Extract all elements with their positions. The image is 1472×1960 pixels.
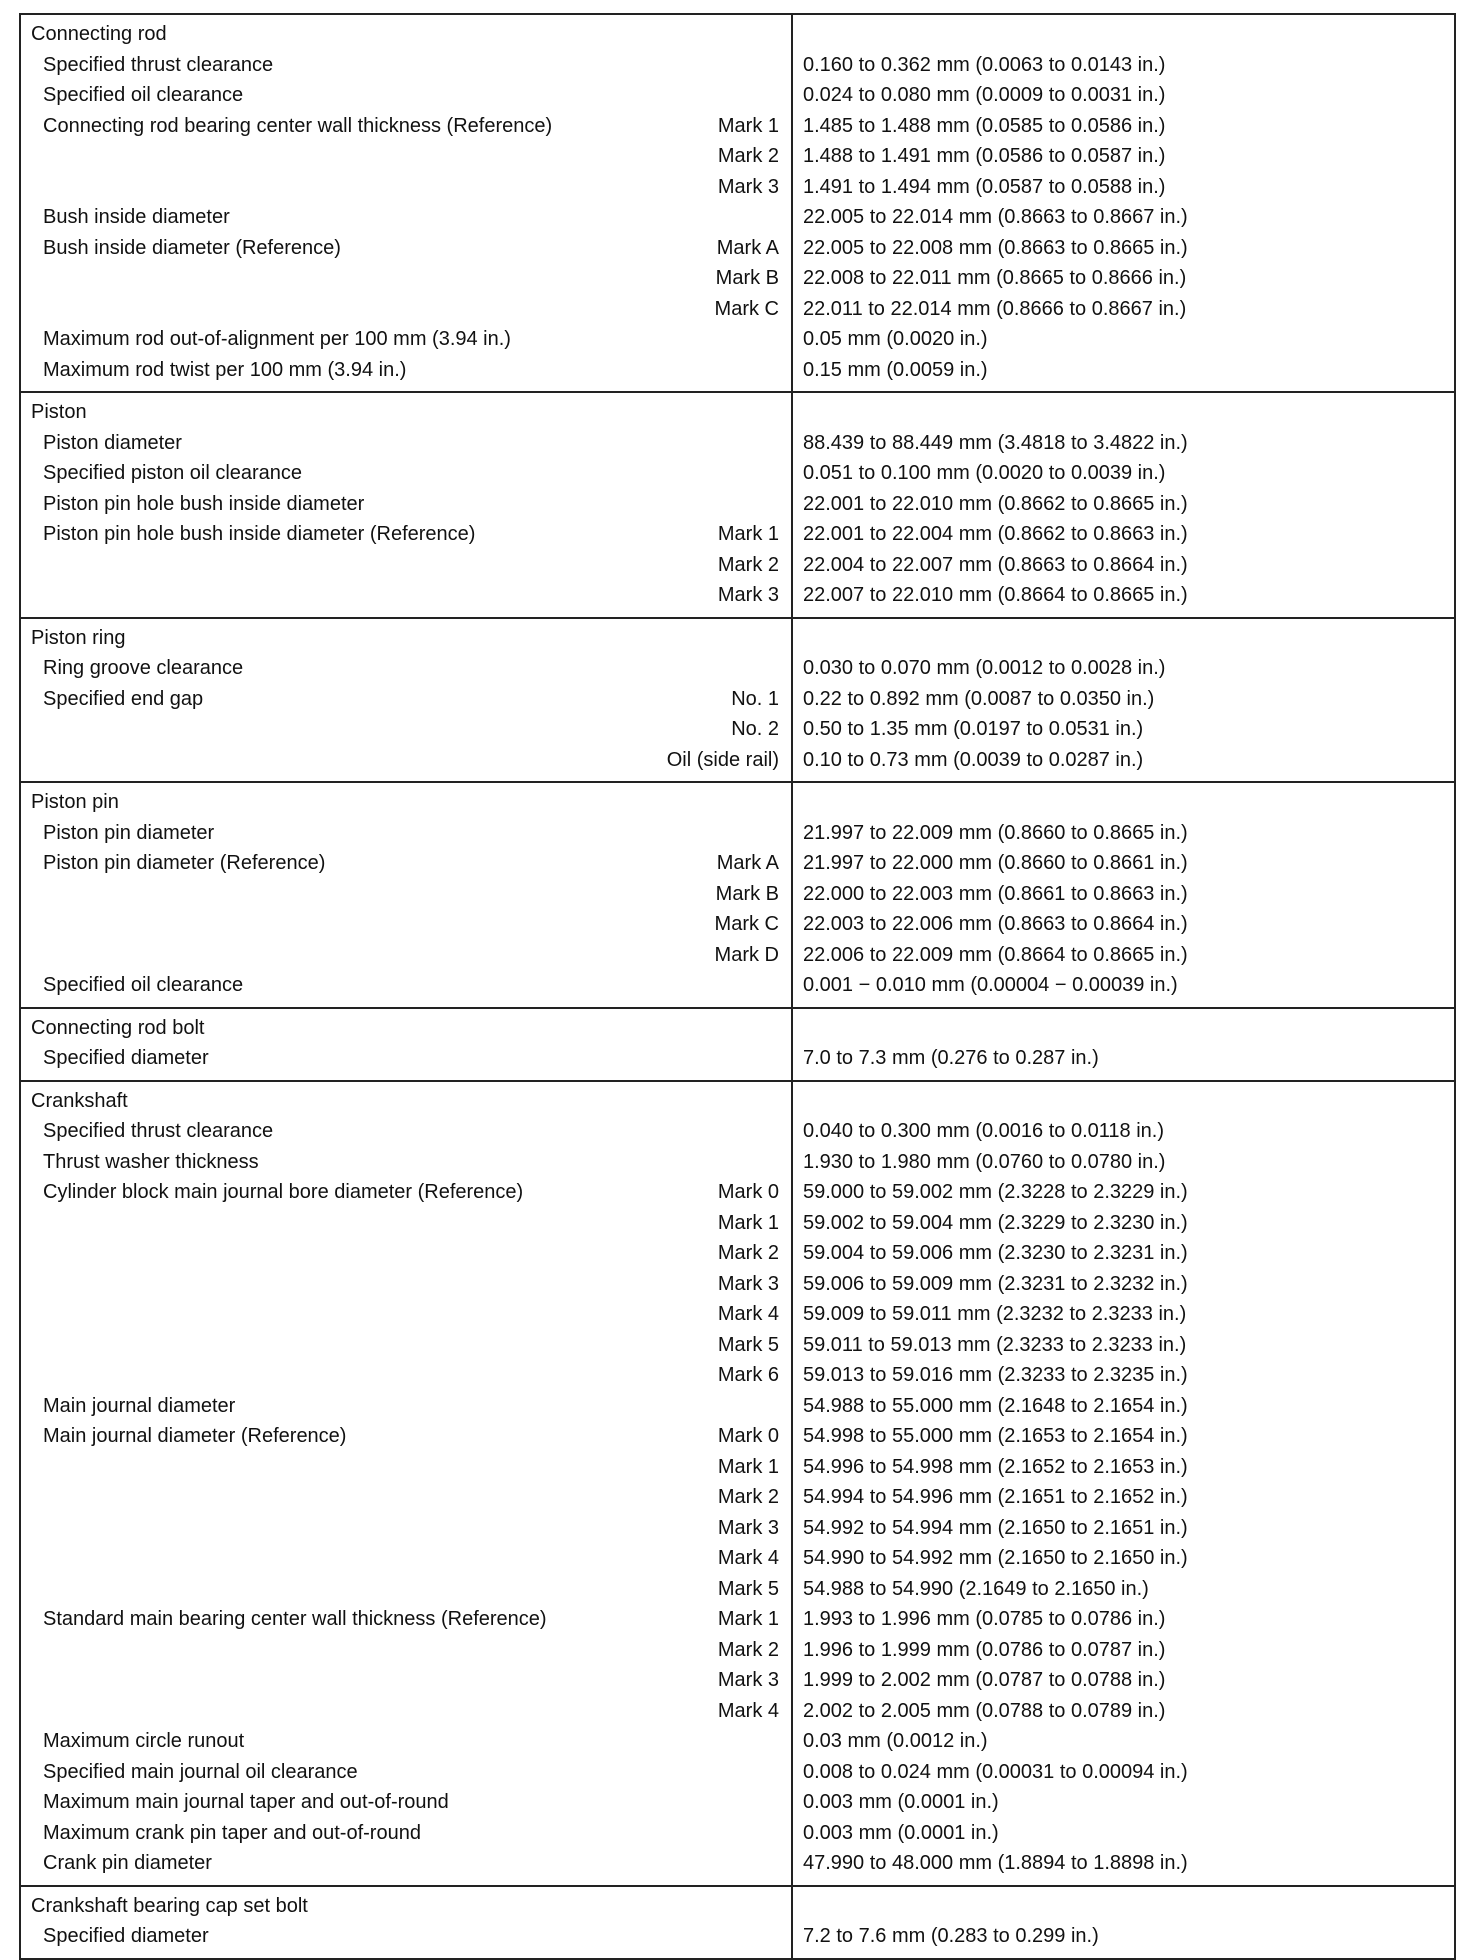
spec-section bbox=[21, 783, 1454, 1009]
spec-value: 0.003 mm (0.0001 in.) bbox=[803, 1821, 999, 1844]
item-label: Main journal diameter (Reference) bbox=[43, 1425, 347, 1447]
spec-row-label bbox=[21, 355, 791, 386]
spec-row-label bbox=[21, 1269, 791, 1300]
spec-row-label bbox=[21, 580, 791, 611]
item-mark bbox=[779, 1147, 791, 1178]
item-mark bbox=[779, 1787, 791, 1818]
item-mark bbox=[779, 1391, 791, 1422]
spec-row-label bbox=[21, 909, 791, 940]
item-label bbox=[21, 1635, 718, 1666]
spec-value: 54.988 to 54.990 (2.1649 to 2.1650 in.) bbox=[803, 1577, 1149, 1600]
heading-spacer bbox=[793, 1891, 1454, 1922]
item-label: Specified main journal oil clearance bbox=[43, 1760, 358, 1783]
item-label bbox=[21, 909, 715, 940]
item-label bbox=[21, 172, 718, 203]
item-mark bbox=[779, 818, 791, 849]
item-mark: Mark B bbox=[715, 267, 779, 289]
spec-row-label bbox=[21, 80, 791, 111]
spec-values-column bbox=[793, 15, 1454, 391]
spec-value: 54.994 to 54.996 mm (2.1651 to 2.1652 in.) bbox=[803, 1486, 1188, 1508]
item-mark: Mark 1 bbox=[717, 114, 779, 137]
spec-value: 47.990 to 48.000 mm (1.8894 to 1.8898 in.) bbox=[803, 1852, 1188, 1874]
spec-value: 22.005 to 22.008 mm (0.8663 to 0.8665 in.) bbox=[803, 236, 1188, 259]
spec-value: 7.2 to 7.6 mm (0.283 to 0.299 in.) bbox=[803, 1925, 1099, 1947]
spec-labels-column bbox=[21, 1009, 793, 1080]
spec-value: 59.002 to 59.004 mm (2.3229 to 2.3230 in.) bbox=[803, 1211, 1188, 1234]
spec-value: 0.22 to 0.892 mm (0.0087 to 0.0350 in.) bbox=[803, 687, 1155, 710]
item-label: Specified thrust clearance bbox=[43, 1120, 274, 1142]
item-label bbox=[21, 1299, 718, 1330]
spec-row-label bbox=[21, 1360, 791, 1391]
spec-row-label bbox=[21, 1726, 791, 1757]
item-label bbox=[21, 1513, 718, 1544]
spec-value: 0.03 mm (0.0012 in.) bbox=[803, 1730, 988, 1752]
spec-row-label bbox=[21, 294, 791, 325]
item-mark: Mark 3 bbox=[717, 1669, 779, 1691]
section-heading: Connecting rod bbox=[31, 23, 167, 45]
item-label: Piston pin diameter bbox=[43, 821, 215, 844]
item-label bbox=[21, 879, 716, 910]
spec-values-column bbox=[793, 1082, 1454, 1885]
item-mark: Mark B bbox=[715, 882, 779, 905]
spec-row-label bbox=[21, 1848, 791, 1879]
item-label: Standard main bearing center wall thickness (Reference) bbox=[43, 1608, 547, 1630]
item-label: Main journal diameter bbox=[43, 1394, 236, 1417]
spec-row-label bbox=[21, 1482, 791, 1513]
spec-value: 0.051 to 0.100 mm (0.0020 to 0.0039 in.) bbox=[803, 462, 1166, 484]
spec-row-label bbox=[21, 1818, 791, 1849]
item-mark: Mark D bbox=[714, 943, 779, 966]
item-label: Specified oil clearance bbox=[43, 974, 244, 996]
spec-section bbox=[21, 1082, 1454, 1887]
item-label: Piston pin diameter (Reference) bbox=[43, 852, 326, 874]
spec-row-label bbox=[21, 489, 791, 520]
spec-value: 1.996 to 1.999 mm (0.0786 to 0.0787 in.) bbox=[803, 1638, 1166, 1661]
spec-value: 1.930 to 1.980 mm (0.0760 to 0.0780 in.) bbox=[803, 1150, 1166, 1173]
spec-value: 22.007 to 22.010 mm (0.8664 to 0.8665 in.) bbox=[803, 584, 1188, 606]
spec-labels-column bbox=[21, 393, 793, 617]
spec-labels-column bbox=[21, 15, 793, 391]
spec-row-label bbox=[21, 202, 791, 233]
spec-section bbox=[21, 1009, 1454, 1082]
spec-row-label bbox=[21, 172, 791, 203]
item-mark bbox=[779, 80, 791, 111]
spec-row-label bbox=[21, 970, 791, 1001]
spec-value: 22.000 to 22.003 mm (0.8661 to 0.8663 in.) bbox=[803, 882, 1188, 905]
item-mark: Mark C bbox=[714, 297, 779, 320]
spec-value: 1.491 to 1.494 mm (0.0587 to 0.0588 in.) bbox=[803, 175, 1166, 198]
item-label: Specified diameter bbox=[43, 1047, 209, 1069]
spec-value: 22.008 to 22.011 mm (0.8665 to 0.8666 in.) bbox=[803, 267, 1187, 289]
spec-values-column bbox=[793, 619, 1454, 782]
item-label: Ring groove clearance bbox=[43, 657, 244, 679]
item-label: Specified thrust clearance bbox=[43, 53, 274, 76]
heading-spacer bbox=[793, 19, 1454, 50]
spec-value: 22.011 to 22.014 mm (0.8666 to 0.8667 in.) bbox=[803, 297, 1187, 320]
item-label bbox=[21, 940, 715, 971]
item-mark: Mark 2 bbox=[717, 145, 779, 167]
spec-section bbox=[21, 1887, 1454, 1958]
spec-row-label bbox=[21, 714, 791, 745]
spec-row-label bbox=[21, 1391, 791, 1422]
spec-section bbox=[21, 15, 1454, 393]
spec-row-label bbox=[21, 1757, 791, 1788]
spec-value: 59.013 to 59.016 mm (2.3233 to 2.3235 in.) bbox=[803, 1364, 1188, 1386]
spec-value: 21.997 to 22.009 mm (0.8660 to 0.8665 in.) bbox=[803, 821, 1188, 844]
item-mark bbox=[779, 202, 791, 233]
spec-value: 0.040 to 0.300 mm (0.0016 to 0.0118 in.) bbox=[803, 1120, 1164, 1142]
spec-value: 1.488 to 1.491 mm (0.0586 to 0.0587 in.) bbox=[803, 145, 1166, 167]
item-mark: Mark 1 bbox=[717, 1608, 779, 1630]
item-label: Specified diameter bbox=[43, 1925, 209, 1947]
item-label: Cylinder block main journal bore diameter (Reference) bbox=[43, 1181, 524, 1203]
item-label: Maximum circle runout bbox=[43, 1730, 245, 1752]
section-heading: Piston ring bbox=[31, 626, 126, 649]
spec-value: 22.001 to 22.010 mm (0.8662 to 0.8665 in.) bbox=[803, 492, 1188, 515]
item-mark bbox=[779, 970, 791, 1001]
spec-row-label bbox=[21, 1787, 791, 1818]
spec-section bbox=[21, 619, 1454, 784]
item-label bbox=[21, 1330, 718, 1361]
item-label: Specified piston oil clearance bbox=[43, 462, 303, 484]
item-label bbox=[21, 141, 718, 172]
spec-value: 59.004 to 59.006 mm (2.3230 to 2.3231 in.) bbox=[803, 1242, 1188, 1264]
spec-value: 7.0 to 7.3 mm (0.276 to 0.287 in.) bbox=[803, 1047, 1099, 1069]
item-label bbox=[21, 294, 715, 325]
spec-row-label bbox=[21, 653, 791, 684]
spec-row-label bbox=[21, 428, 791, 459]
spec-row-label bbox=[21, 1665, 791, 1696]
heading-spacer bbox=[793, 1086, 1454, 1117]
spec-value: 59.011 to 59.013 mm (2.3233 to 2.3233 in.) bbox=[803, 1333, 1187, 1356]
item-label bbox=[21, 1696, 718, 1727]
spec-value: 22.001 to 22.004 mm (0.8662 to 0.8663 in.) bbox=[803, 523, 1188, 545]
spec-value: 22.004 to 22.007 mm (0.8663 to 0.8664 in.) bbox=[803, 553, 1188, 576]
item-mark: Mark 2 bbox=[717, 553, 779, 576]
item-mark: Mark C bbox=[714, 913, 779, 935]
item-mark: Mark 0 bbox=[717, 1425, 779, 1447]
spec-row-label bbox=[21, 1543, 791, 1574]
spec-value: 1.485 to 1.488 mm (0.0585 to 0.0586 in.) bbox=[803, 114, 1166, 137]
item-mark bbox=[779, 458, 791, 489]
item-mark bbox=[779, 355, 791, 386]
item-label bbox=[21, 1360, 718, 1391]
section-heading: Connecting rod bolt bbox=[31, 1016, 205, 1039]
item-mark: Mark 4 bbox=[717, 1303, 779, 1325]
item-label: Piston pin hole bush inside diameter (Reference) bbox=[43, 523, 476, 545]
item-mark bbox=[779, 428, 791, 459]
spec-value: 22.006 to 22.009 mm (0.8664 to 0.8665 in.) bbox=[803, 943, 1188, 966]
spec-value: 54.992 to 54.994 mm (2.1650 to 2.1651 in.) bbox=[803, 1516, 1188, 1539]
item-mark: Mark 5 bbox=[717, 1333, 779, 1356]
spec-row-label bbox=[21, 1147, 791, 1178]
spec-value: 0.030 to 0.070 mm (0.0012 to 0.0028 in.) bbox=[803, 657, 1166, 679]
spec-row-label bbox=[21, 1330, 791, 1361]
item-mark: Mark 2 bbox=[717, 1638, 779, 1661]
item-mark bbox=[779, 50, 791, 81]
item-mark bbox=[779, 1726, 791, 1757]
spec-labels-column bbox=[21, 1082, 793, 1885]
item-mark bbox=[779, 1921, 791, 1952]
item-label: Specified oil clearance bbox=[43, 84, 244, 106]
spec-value: 1.993 to 1.996 mm (0.0785 to 0.0786 in.) bbox=[803, 1608, 1166, 1630]
item-label: Specified end gap bbox=[43, 687, 204, 710]
heading-spacer bbox=[793, 623, 1454, 654]
item-mark bbox=[779, 324, 791, 355]
heading-spacer bbox=[793, 397, 1454, 428]
item-label bbox=[21, 1208, 718, 1239]
spec-row-label bbox=[21, 1116, 791, 1147]
spec-row-label bbox=[21, 1513, 791, 1544]
spec-row-label bbox=[21, 1299, 791, 1330]
spec-row-label bbox=[21, 745, 791, 776]
heading-spacer bbox=[793, 1013, 1454, 1044]
item-label: Bush inside diameter bbox=[43, 206, 230, 228]
item-label: Bush inside diameter (Reference) bbox=[43, 236, 341, 259]
spec-labels-column bbox=[21, 1887, 793, 1958]
spec-row-label bbox=[21, 1208, 791, 1239]
item-label bbox=[21, 745, 667, 776]
spec-values-column bbox=[793, 393, 1454, 617]
spec-labels-column bbox=[21, 783, 793, 1007]
spec-value: 2.002 to 2.005 mm (0.0788 to 0.0789 in.) bbox=[803, 1699, 1166, 1722]
item-label: Maximum main journal taper and out-of-round bbox=[43, 1791, 449, 1813]
item-mark: Mark 5 bbox=[717, 1577, 779, 1600]
item-label: Maximum rod twist per 100 mm (3.94 in.) bbox=[43, 358, 407, 381]
item-label bbox=[21, 1238, 718, 1269]
spec-row-label bbox=[21, 1043, 791, 1074]
item-label: Connecting rod bearing center wall thickness (Reference) bbox=[43, 114, 553, 137]
spec-row-label bbox=[21, 848, 791, 879]
item-mark bbox=[779, 1757, 791, 1788]
spec-table bbox=[19, 13, 1456, 1960]
spec-row-label bbox=[21, 141, 791, 172]
item-mark: Mark 4 bbox=[717, 1699, 779, 1722]
heading-spacer bbox=[793, 787, 1454, 818]
spec-value: 54.998 to 55.000 mm (2.1653 to 2.1654 in.) bbox=[803, 1425, 1188, 1447]
spec-value: 0.008 to 0.024 mm (0.00031 to 0.00094 in.) bbox=[803, 1760, 1188, 1783]
spec-value: 0.001 − 0.010 mm (0.00004 − 0.00039 in.) bbox=[803, 974, 1178, 996]
item-mark: Mark 2 bbox=[717, 1242, 779, 1264]
item-label bbox=[21, 580, 718, 611]
spec-row-label bbox=[21, 1574, 791, 1605]
spec-row-label bbox=[21, 263, 791, 294]
spec-row-label bbox=[21, 1238, 791, 1269]
item-mark: Mark 1 bbox=[717, 1455, 779, 1478]
item-label: Maximum crank pin taper and out-of-round bbox=[43, 1821, 421, 1844]
spec-value: 0.160 to 0.362 mm (0.0063 to 0.0143 in.) bbox=[803, 53, 1166, 76]
item-mark: Mark 3 bbox=[717, 1516, 779, 1539]
spec-value: 54.996 to 54.998 mm (2.1652 to 2.1653 in.) bbox=[803, 1455, 1188, 1478]
spec-values-column bbox=[793, 1009, 1454, 1080]
item-label: Piston diameter bbox=[43, 431, 182, 454]
spec-value: 54.988 to 55.000 mm (2.1648 to 2.1654 in.) bbox=[803, 1394, 1188, 1417]
spec-value: 0.003 mm (0.0001 in.) bbox=[803, 1791, 999, 1813]
item-mark: Mark 3 bbox=[717, 1272, 779, 1295]
spec-section bbox=[21, 393, 1454, 619]
section-heading: Piston pin bbox=[31, 791, 119, 813]
item-label: Crank pin diameter bbox=[43, 1852, 212, 1874]
spec-row-label bbox=[21, 1452, 791, 1483]
item-label bbox=[21, 1665, 718, 1696]
item-label bbox=[21, 1574, 718, 1605]
spec-value: 0.024 to 0.080 mm (0.0009 to 0.0031 in.) bbox=[803, 84, 1166, 106]
item-mark: Mark 2 bbox=[717, 1486, 779, 1508]
item-mark: Mark 4 bbox=[717, 1547, 779, 1569]
spec-value: 22.003 to 22.006 mm (0.8663 to 0.8664 in.) bbox=[803, 913, 1188, 935]
spec-row-label bbox=[21, 940, 791, 971]
spec-row-label bbox=[21, 111, 791, 142]
spec-row-label bbox=[21, 324, 791, 355]
item-mark: Mark 0 bbox=[717, 1181, 779, 1203]
spec-row-label bbox=[21, 818, 791, 849]
spec-row-label bbox=[21, 879, 791, 910]
spec-value: 88.439 to 88.449 mm (3.4818 to 3.4822 in.) bbox=[803, 431, 1188, 454]
spec-values-column bbox=[793, 1887, 1454, 1958]
spec-value: 54.990 to 54.992 mm (2.1650 to 2.1650 in.) bbox=[803, 1547, 1188, 1569]
item-mark bbox=[779, 1116, 791, 1147]
item-mark bbox=[779, 653, 791, 684]
spec-row-label bbox=[21, 458, 791, 489]
spec-value: 0.05 mm (0.0020 in.) bbox=[803, 328, 988, 350]
item-mark bbox=[779, 1818, 791, 1849]
spec-row-label bbox=[21, 684, 791, 715]
spec-values-column bbox=[793, 783, 1454, 1007]
spec-value: 0.50 to 1.35 mm (0.0197 to 0.0531 in.) bbox=[803, 718, 1144, 740]
spec-value: 59.000 to 59.002 mm (2.3228 to 2.3229 in.) bbox=[803, 1181, 1188, 1203]
item-mark: Mark 3 bbox=[717, 175, 779, 198]
item-mark: Oil (side rail) bbox=[666, 748, 779, 771]
item-mark: Mark A bbox=[716, 852, 779, 874]
item-mark: Mark 1 bbox=[717, 1211, 779, 1234]
spec-row-label bbox=[21, 1696, 791, 1727]
spec-row-label bbox=[21, 1177, 791, 1208]
spec-row-label bbox=[21, 233, 791, 264]
spec-value: 1.999 to 2.002 mm (0.0787 to 0.0788 in.) bbox=[803, 1669, 1166, 1691]
spec-row-label bbox=[21, 550, 791, 581]
spec-row-label bbox=[21, 50, 791, 81]
item-label: Piston pin hole bush inside diameter bbox=[43, 492, 365, 515]
item-mark: Mark A bbox=[716, 236, 779, 259]
section-heading: Crankshaft bbox=[31, 1089, 128, 1112]
item-label bbox=[21, 263, 716, 294]
item-mark: No. 1 bbox=[731, 687, 779, 710]
spec-row-label bbox=[21, 519, 791, 550]
section-heading: Crankshaft bearing cap set bolt bbox=[31, 1894, 308, 1917]
item-label: Maximum rod out-of-alignment per 100 mm (3.94 in.) bbox=[43, 328, 511, 350]
spec-value: 21.997 to 22.000 mm (0.8660 to 0.8661 in.) bbox=[803, 852, 1188, 874]
item-mark bbox=[779, 1043, 791, 1074]
item-label: Thrust washer thickness bbox=[43, 1150, 259, 1173]
spec-row-label bbox=[21, 1421, 791, 1452]
item-label bbox=[21, 1269, 718, 1300]
item-mark: Mark 1 bbox=[717, 523, 779, 545]
item-mark: Mark 3 bbox=[717, 584, 779, 606]
item-label bbox=[21, 550, 718, 581]
spec-value: 0.10 to 0.73 mm (0.0039 to 0.0287 in.) bbox=[803, 748, 1144, 771]
spec-value: 22.005 to 22.014 mm (0.8663 to 0.8667 in.) bbox=[803, 206, 1188, 228]
item-mark: No. 2 bbox=[731, 718, 779, 740]
item-mark bbox=[779, 489, 791, 520]
spec-labels-column bbox=[21, 619, 793, 782]
item-mark: Mark 6 bbox=[717, 1364, 779, 1386]
item-mark bbox=[779, 1848, 791, 1879]
item-label bbox=[21, 1482, 718, 1513]
spec-row-label bbox=[21, 1635, 791, 1666]
item-label bbox=[21, 1452, 718, 1483]
spec-row-label bbox=[21, 1921, 791, 1952]
section-heading: Piston bbox=[31, 401, 87, 423]
spec-row-label bbox=[21, 1604, 791, 1635]
spec-value: 59.006 to 59.009 mm (2.3231 to 2.3232 in.) bbox=[803, 1272, 1188, 1295]
spec-value: 59.009 to 59.011 mm (2.3232 to 2.3233 in.) bbox=[803, 1303, 1187, 1325]
item-label bbox=[21, 714, 731, 745]
spec-value: 0.15 mm (0.0059 in.) bbox=[803, 358, 988, 381]
item-label bbox=[21, 1543, 718, 1574]
